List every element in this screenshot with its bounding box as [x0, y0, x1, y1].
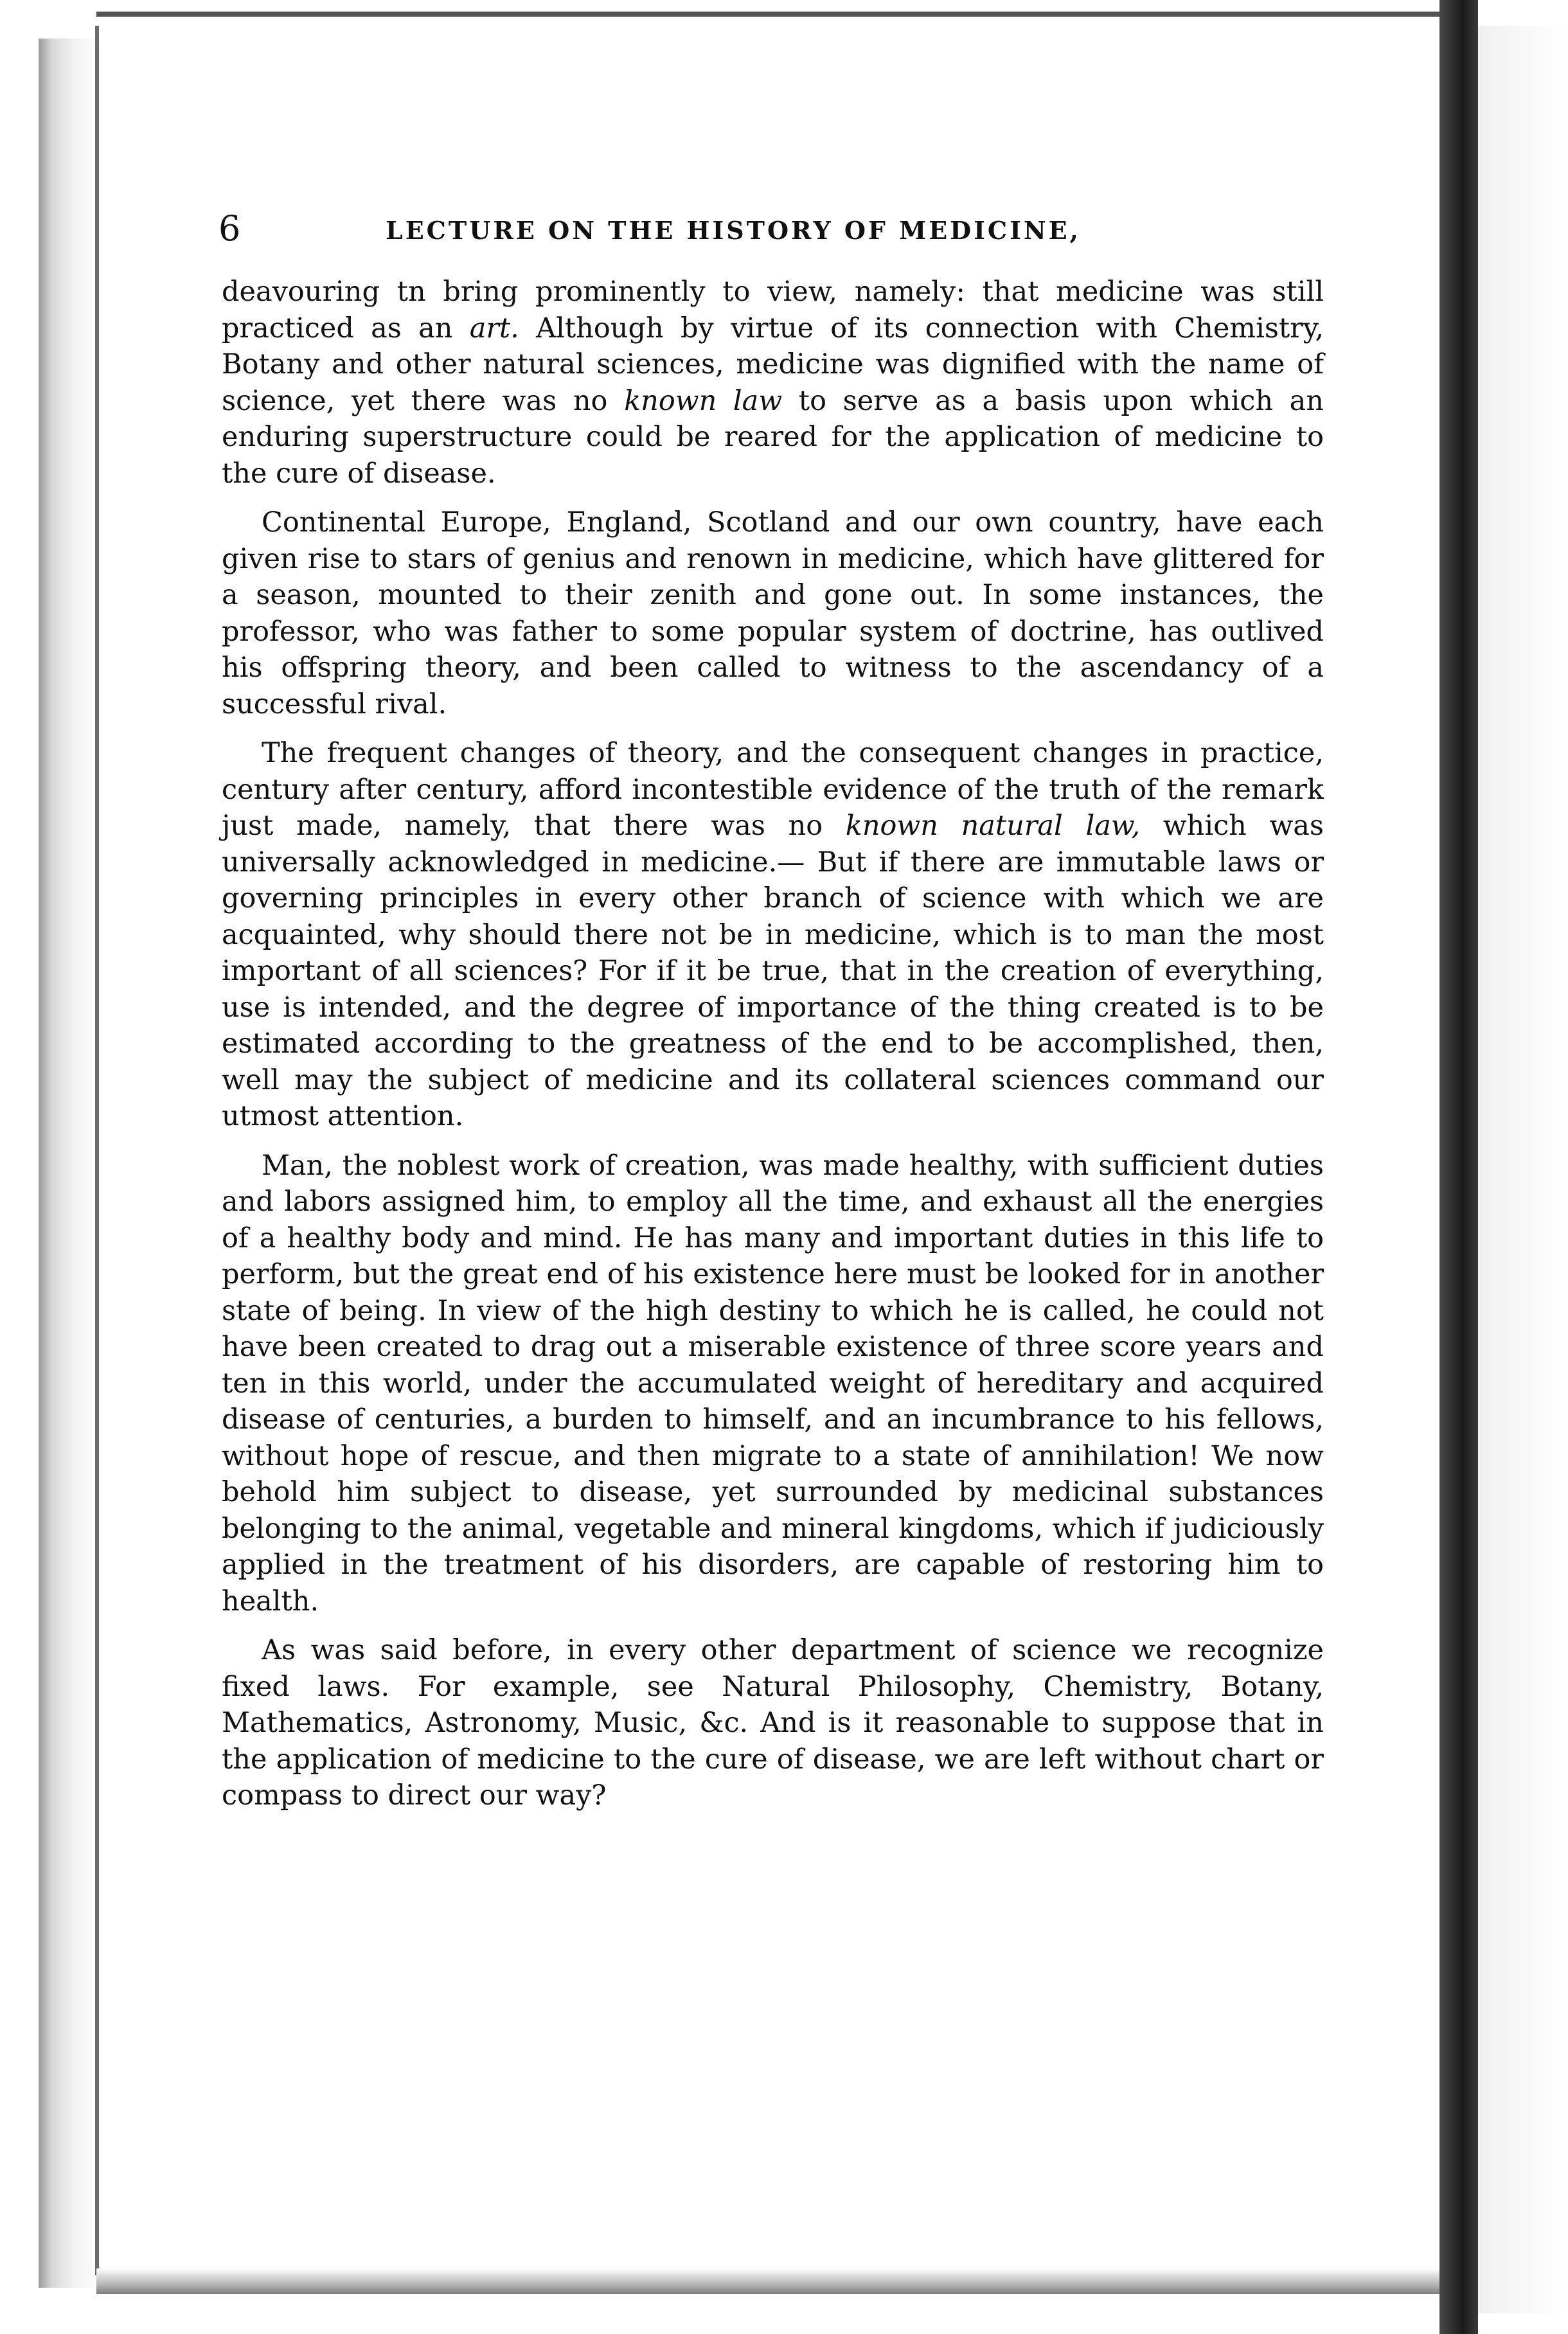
page-top-edge — [96, 12, 1439, 17]
binding-shadow — [39, 39, 103, 2288]
facing-page-edge — [1478, 26, 1568, 2313]
text-span: which was universally acknowledged in medicine.— But if there are immutable laws or governing principles in every other branch of science with which we are acquainted, why should there not be in medicine, which is to man the most important of all sciences? For if it be true, that in the creation of everything, use is intended, and the degree of importance of the thing created is to be estimated according to the greatness of the end to be accomplished, then, well may the subject of medicine and its collateral sciences command our utmost attention. — [222, 810, 1324, 1132]
text-span: Although by virtue of its connection with Chemistry, Botany and other natural sciences, medicine was dignified with the name of science, yet there was no — [222, 312, 1324, 417]
body-text — [222, 274, 1324, 1827]
italic-span: known law — [624, 384, 783, 417]
running-head: LECTURE ON THE HISTORY OF MEDICINE, — [386, 216, 1081, 245]
page-bottom-edge — [96, 2268, 1439, 2294]
text-span: The frequent changes of theory, and the consequent changes in practice, century after century, afford incontestible evidence of the truth of the remark just made, namely, that there was no — [222, 737, 1324, 842]
text-span: to serve as a basis upon which an enduring superstructure could be reared for the application of medicine to the cure of disease. — [222, 384, 1324, 490]
paragraph-3 — [222, 735, 1324, 1135]
italic-span: art. — [469, 312, 519, 344]
page-number: 6 — [218, 208, 241, 249]
text-span: deavouring tn bring prominently to view, namely: that medicine was still practiced as an — [222, 276, 1324, 344]
paragraph-4: Man, the noblest work of creation, was made healthy, with sufficient duties and labors assigned him, to employ all the time, and exhaust all the energies of a healthy body and mind. He has many and important duties in this life to perform, but the great end of his existence here must be looked for in another state of being. In view of the high destiny to which he is called, he could not have been created to drag out a miserable existence of three score years and ten in this world, under the accumulated weight of hereditary and acquired disease of centuries, a burden to himself, and an incumbrance to his fellows, without hope of rescue, and then migrate to a state of annihilation! We now behold him subject to disease, yet surrounded by medicinal substances belonging to the animal, vegetable and mineral kingdoms, which if judiciously applied in the treatment of his disorders, are capable of restoring him to health. — [222, 1149, 1324, 1617]
paragraph-5: As was said before, in every other department of science we recognize fixed laws. For example, see Natural Philosophy, Chemistry, Botany, Mathematics, Astronomy, Music, &c. And is it reasonable to suppose that in the application of medicine to the cure of disease, we are left without chart or compass to direct our way? — [222, 1634, 1324, 1812]
book-gutter — [1439, 0, 1478, 2334]
paragraph-2: Continental Europe, England, Scotland and our own country, have each given rise to stars of genius and renown in medicine, which have glittered for a season, mounted to their zenith and gone out. In some instances, the professor, who was father to some popular system of doctrine, has outlived his offspring theory, and been called to witness to the ascendancy of a successful rival. — [222, 506, 1324, 720]
page-left-edge — [95, 26, 99, 2275]
italic-span: known natural law, — [845, 810, 1141, 842]
paragraph-1 — [222, 274, 1324, 492]
